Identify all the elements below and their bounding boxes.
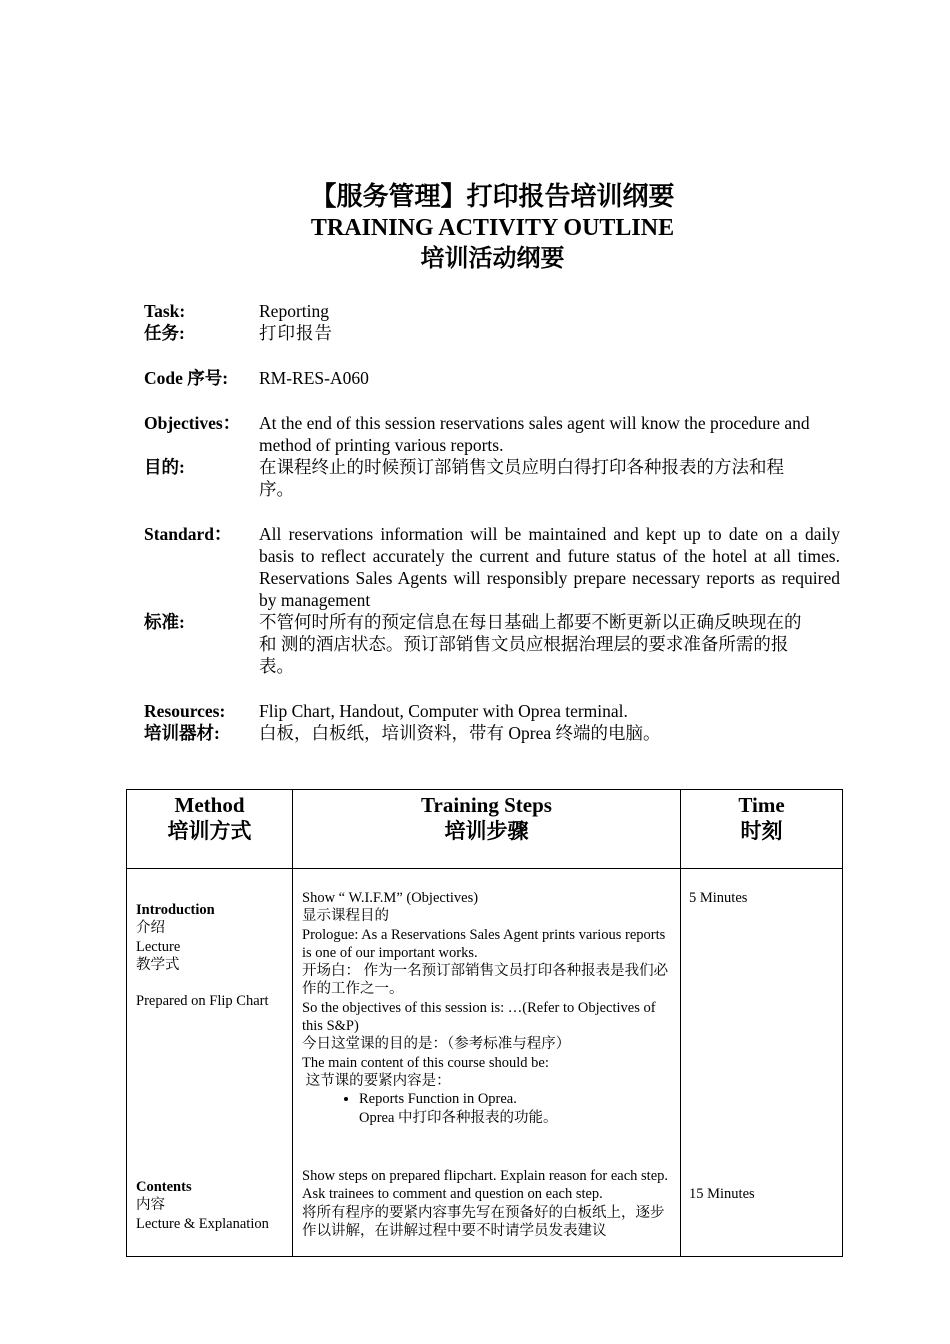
objectives-value-en: At the end of this session reservations sales agent will know the procedure and method of printing various reports. <box>259 413 810 455</box>
bullet-text-en: • Reports Function in Oprea. <box>359 1091 517 1108</box>
header-steps-en: Training Steps <box>421 793 552 817</box>
resources-value-zh: 白板，白板纸，培训资料，带有 Oprea 终端的电脑。 <box>259 723 661 743</box>
header-time-en: Time <box>738 793 785 817</box>
contents-steps <box>302 1167 672 1240</box>
document-subtitle-zh: 培训活动纲要 <box>420 246 565 272</box>
table-header-row <box>127 790 843 869</box>
table-row <box>127 869 843 1257</box>
objectives-row-zh <box>144 456 840 500</box>
header-time <box>681 790 843 869</box>
task-label-zh: 任务: <box>144 323 185 343</box>
intro-steps <box>302 889 672 1167</box>
task-row-zh <box>144 322 840 344</box>
intro-step-line: Show “ W.I.F.M” (Objectives) <box>302 890 479 906</box>
objectives-value-zh: 在课程终止的时候预订部销售文员应明白得打印各种报表的方法和程序。 <box>259 457 784 499</box>
task-value-en: Reporting <box>259 301 329 321</box>
outline-fields <box>144 300 840 744</box>
standard-value-en: All reservations information will be maintained and kept up to date on a daily basis to reflect accurately the current and future status of the hotel at all times. Reservations Sales Agents will responsibly prepare necessary reports as required by management <box>259 524 840 610</box>
intro-method <box>136 901 284 1178</box>
header-method-zh: 培训方式 <box>167 819 252 843</box>
header-steps <box>293 790 681 869</box>
intro-step-line: So the objectives of this session is: …(Refer to Objectives of this S&P) <box>302 999 656 1035</box>
document-title-en: TRAINING ACTIVITY OUTLINE <box>310 215 675 241</box>
time-cell <box>681 869 843 1257</box>
intro-step-line: 显示课程目的 <box>302 908 389 925</box>
standard-row <box>144 523 840 611</box>
task-value-zh: 打印报告 <box>259 323 333 343</box>
objectives-label-zh: 目的: <box>144 457 185 477</box>
method-cell <box>127 869 293 1257</box>
contents-step-line: 将所有程序的要紧内容事先写在预备好的白板纸上，逐步作以讲解，在讲解过程中要不时请学员发表建议 <box>302 1204 665 1239</box>
bullet-text-zh: Oprea 中打印各种报表的功能。 <box>359 1109 558 1126</box>
intro-method-title: Introduction <box>136 902 215 918</box>
resources-label-en: Resources: <box>144 701 226 721</box>
standard-value-zh: 不管何时所有的预定信息在每日基础上都要不断更新以正确反映现在的和 测的酒店状态。预订部销售文员应根据治理层的要求准备所需的报表。 <box>259 612 802 676</box>
resources-value-en: Flip Chart, Handout, Computer with Oprea terminal. <box>259 701 628 721</box>
resources-row-zh <box>144 722 840 744</box>
intro-time: 5 Minutes <box>689 890 748 906</box>
code-value: RM-RES-A060 <box>259 368 369 388</box>
standard-row-zh <box>144 611 840 677</box>
contents-step-line: Show steps on prepared flipchart. Explain reason for each step. Ask trainees to comment and question on each step. <box>302 1168 669 1203</box>
resources-row <box>144 700 840 722</box>
document-title-block <box>0 180 950 276</box>
header-time-zh: 时刻 <box>740 819 783 843</box>
code-row <box>144 367 840 389</box>
task-label-en: Task: <box>144 301 186 321</box>
objectives-row <box>144 412 840 456</box>
standard-label-zh: 标准: <box>144 612 185 632</box>
document-title-zh: 【服务管理】打印报告培训纲要 <box>310 182 675 211</box>
intro-step-line: 这节课的要紧内容是： <box>302 1072 451 1089</box>
contents-method <box>136 1178 284 1233</box>
resources-label-zh: 培训器材: <box>144 723 220 743</box>
intro-method-line: Lecture <box>136 938 181 955</box>
contents-method-line: 内容 <box>136 1197 165 1214</box>
standard-label-en: Standard： <box>144 524 232 544</box>
task-row <box>144 300 840 322</box>
intro-method-note: Prepared on Flip Chart <box>136 993 269 1010</box>
objectives-label-en: Objectives： <box>144 413 241 433</box>
header-method <box>127 790 293 869</box>
header-method-en: Method <box>174 793 245 817</box>
contents-method-title: Contents <box>136 1179 192 1195</box>
intro-method-line: 教学式 <box>136 956 180 973</box>
intro-step-line: Prologue: As a Reservations Sales Agent prints various reports is one of our important works. <box>302 926 666 961</box>
header-steps-zh: 培训步骤 <box>444 819 529 843</box>
intro-step-line: 今日这堂课的目的是：（参考标准与程序） <box>302 1036 571 1053</box>
contents-time: 15 Minutes <box>689 1186 755 1202</box>
intro-step-line: 开场白： 作为一名预订部销售文员打印各种报表是我们必作的工作之一。 <box>302 963 669 998</box>
intro-step-bullets <box>302 1090 672 1127</box>
intro-step-line: The main content of this course should be: <box>302 1054 549 1071</box>
training-steps-table <box>126 789 843 1257</box>
code-label: Code 序号: <box>144 368 229 388</box>
intro-method-line: 介绍 <box>136 920 165 937</box>
steps-cell <box>293 869 681 1257</box>
list-item <box>359 1090 672 1127</box>
contents-method-line: Lecture & Explanation <box>136 1215 269 1232</box>
